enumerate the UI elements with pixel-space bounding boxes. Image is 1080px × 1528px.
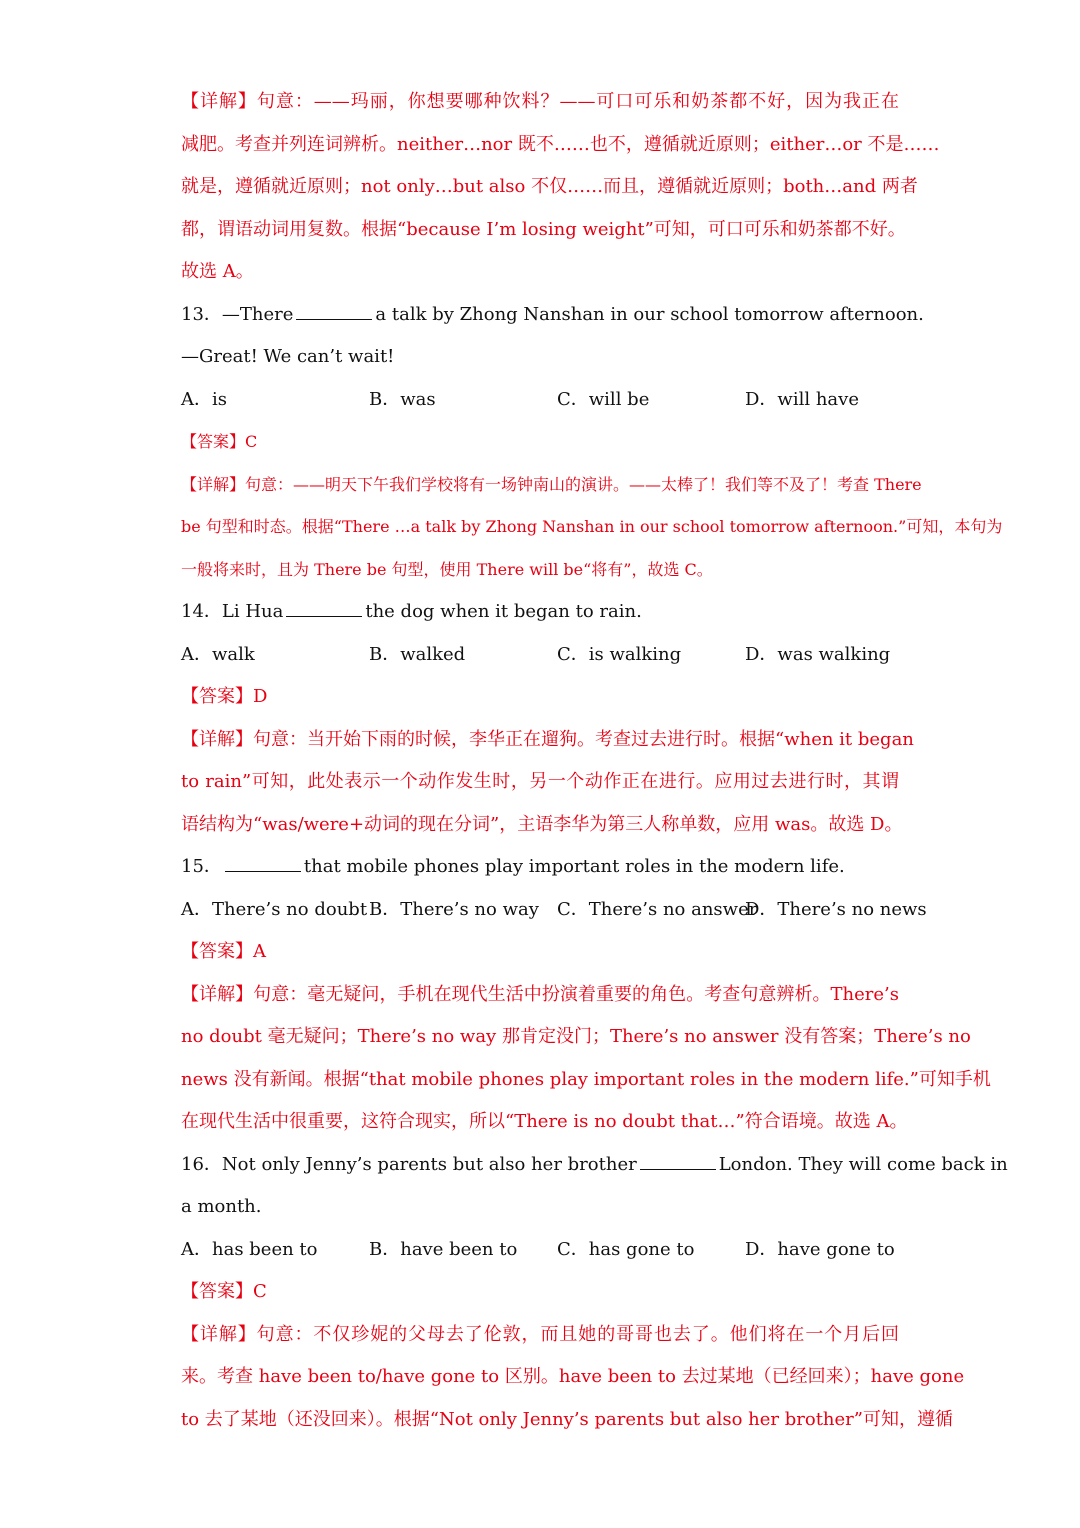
- question-13-options: [181, 379, 899, 422]
- question-13-explanation-line: 一般将来时，且为 There be 句型，使用 There will be“将有”，故选 C。: [181, 559, 713, 579]
- question-15-explanation-line: 【详解】句意：毫无疑问，手机在现代生活中扮演着重要的角色。考查句意辨析。There’s: [181, 983, 899, 1005]
- question-14-answer: 【答案】D: [181, 686, 268, 707]
- question-16-explanation-line: to 去了某地（还没回来）。根据“Not only Jenny’s parents but also her brother”可知，遵循: [181, 1408, 953, 1430]
- option-d: D．have gone to: [745, 1238, 895, 1260]
- option-c: C．will be: [557, 388, 650, 410]
- document-page: [181, 81, 1008, 1441]
- q12-explanation-line: 都，谓语动词用复数。根据“because I’m losing weight”可知，可口可乐和奶茶都不好。: [181, 218, 906, 240]
- question-13-explanation-line: be 句型和时态。根据“There …a talk by Zhong Nanshan in our school tomorrow afternoon.”可知，本句为: [181, 517, 1003, 536]
- answer-blank: [296, 318, 372, 320]
- question-16-stem: [181, 1144, 1008, 1187]
- answer-blank: [225, 870, 301, 872]
- question-16-answer: 【答案】C: [181, 1281, 267, 1302]
- q12-explanation-line: 【详解】句意：——玛丽，你想要哪种饮料？——可口可乐和奶茶都不好，因为我正在: [181, 91, 899, 112]
- option-a: A．walk: [181, 643, 255, 665]
- question-15-stem: [181, 846, 899, 889]
- question-15-explanation-line: no doubt 毫无疑问；There’s no way 那肯定没门；There’s no answer 没有答案；There’s no: [181, 1026, 971, 1047]
- question-13-stem: [181, 294, 924, 337]
- question-15-answer: 【答案】A: [181, 941, 266, 962]
- question-14-explanation-line: 语结构为“was/were+动词的现在分词”，主语李华为第三人称单数，应用 was。故选 D。: [181, 813, 903, 835]
- option-b: B．There’s no way: [369, 898, 539, 920]
- question-15-options: [181, 889, 927, 932]
- option-c: C．has gone to: [557, 1238, 695, 1260]
- q12-explanation-line: 故选 A。: [181, 261, 254, 282]
- question-14-options: [181, 634, 899, 677]
- question-13-reply: —Great! We can’t wait!: [181, 346, 395, 367]
- question-15-explanation-line: news 没有新闻。根据“that mobile phones play important roles in the modern life.”可知手机: [181, 1068, 991, 1090]
- question-14-explanation-line: to rain”可知，此处表示一个动作发生时，另一个动作正在进行。应用过去进行时，其谓: [181, 771, 899, 792]
- question-15-number: 15．: [181, 856, 222, 877]
- question-14-explanation-line: 【详解】句意：当开始下雨的时候，李华正在遛狗。考查过去进行时。根据“when it began: [181, 728, 914, 750]
- option-a: A．is: [181, 388, 227, 410]
- option-b: B．was: [369, 388, 436, 410]
- question-16-explanation-line: 【详解】句意：不仅珍妮的父母去了伦敦，而且她的哥哥也去了。他们将在一个月后回: [181, 1323, 899, 1345]
- option-a: A．has been to: [181, 1238, 318, 1260]
- option-d: D．There’s no news: [745, 898, 927, 920]
- question-15-explanation-line: 在现代生活中很重要，这符合现实，所以“There is no doubt that…”符合语境。故选 A。: [181, 1111, 908, 1132]
- question-13-number: 13．—There: [181, 303, 294, 325]
- option-d: D．was walking: [745, 643, 891, 665]
- q12-explanation-line: 减肥。考查并列连词辨析。neither…nor 既不……也不，遵循就近原则；either…or 不是……: [181, 133, 940, 155]
- option-b: B．walked: [369, 643, 466, 665]
- option-c: C．There’s no answer: [557, 898, 758, 920]
- question-14-number: 14．Li Hua: [181, 601, 284, 622]
- option-b: B．have been to: [369, 1238, 518, 1260]
- question-15-text: that mobile phones play important roles in the modern life.: [303, 856, 845, 877]
- question-16-stem-cont: a month.: [181, 1196, 262, 1217]
- question-13-answer: 【答案】C: [181, 432, 258, 451]
- question-16-explanation-line: 来。考查 have been to/have gone to 区别。have been to 去过某地（已经回来）；have gone: [181, 1366, 965, 1387]
- option-d: D．will have: [745, 388, 859, 410]
- answer-blank: [286, 615, 362, 617]
- q12-explanation-line: 就是，遵循就近原则；not only…but also 不仅……而且，遵循就近原则；both…and 两者: [181, 176, 918, 197]
- question-14-text: the dog when it began to rain.: [365, 601, 642, 622]
- question-13-explanation-line: 【详解】句意：——明天下午我们学校将有一场钟南山的演讲。——太棒了！我们等不及了！考查 There: [181, 474, 922, 494]
- question-16-text: London. They will come back in: [718, 1153, 1008, 1175]
- option-c: C．is walking: [557, 643, 682, 665]
- question-16-number: 16．Not only Jenny’s parents but also her brother: [181, 1153, 637, 1175]
- answer-blank: [640, 1168, 716, 1170]
- question-14-stem: [181, 591, 899, 634]
- option-a: A．There’s no doubt: [181, 898, 368, 920]
- question-13-text: a talk by Zhong Nanshan in our school tomorrow afternoon.: [375, 303, 924, 325]
- question-16-options: [181, 1229, 899, 1272]
